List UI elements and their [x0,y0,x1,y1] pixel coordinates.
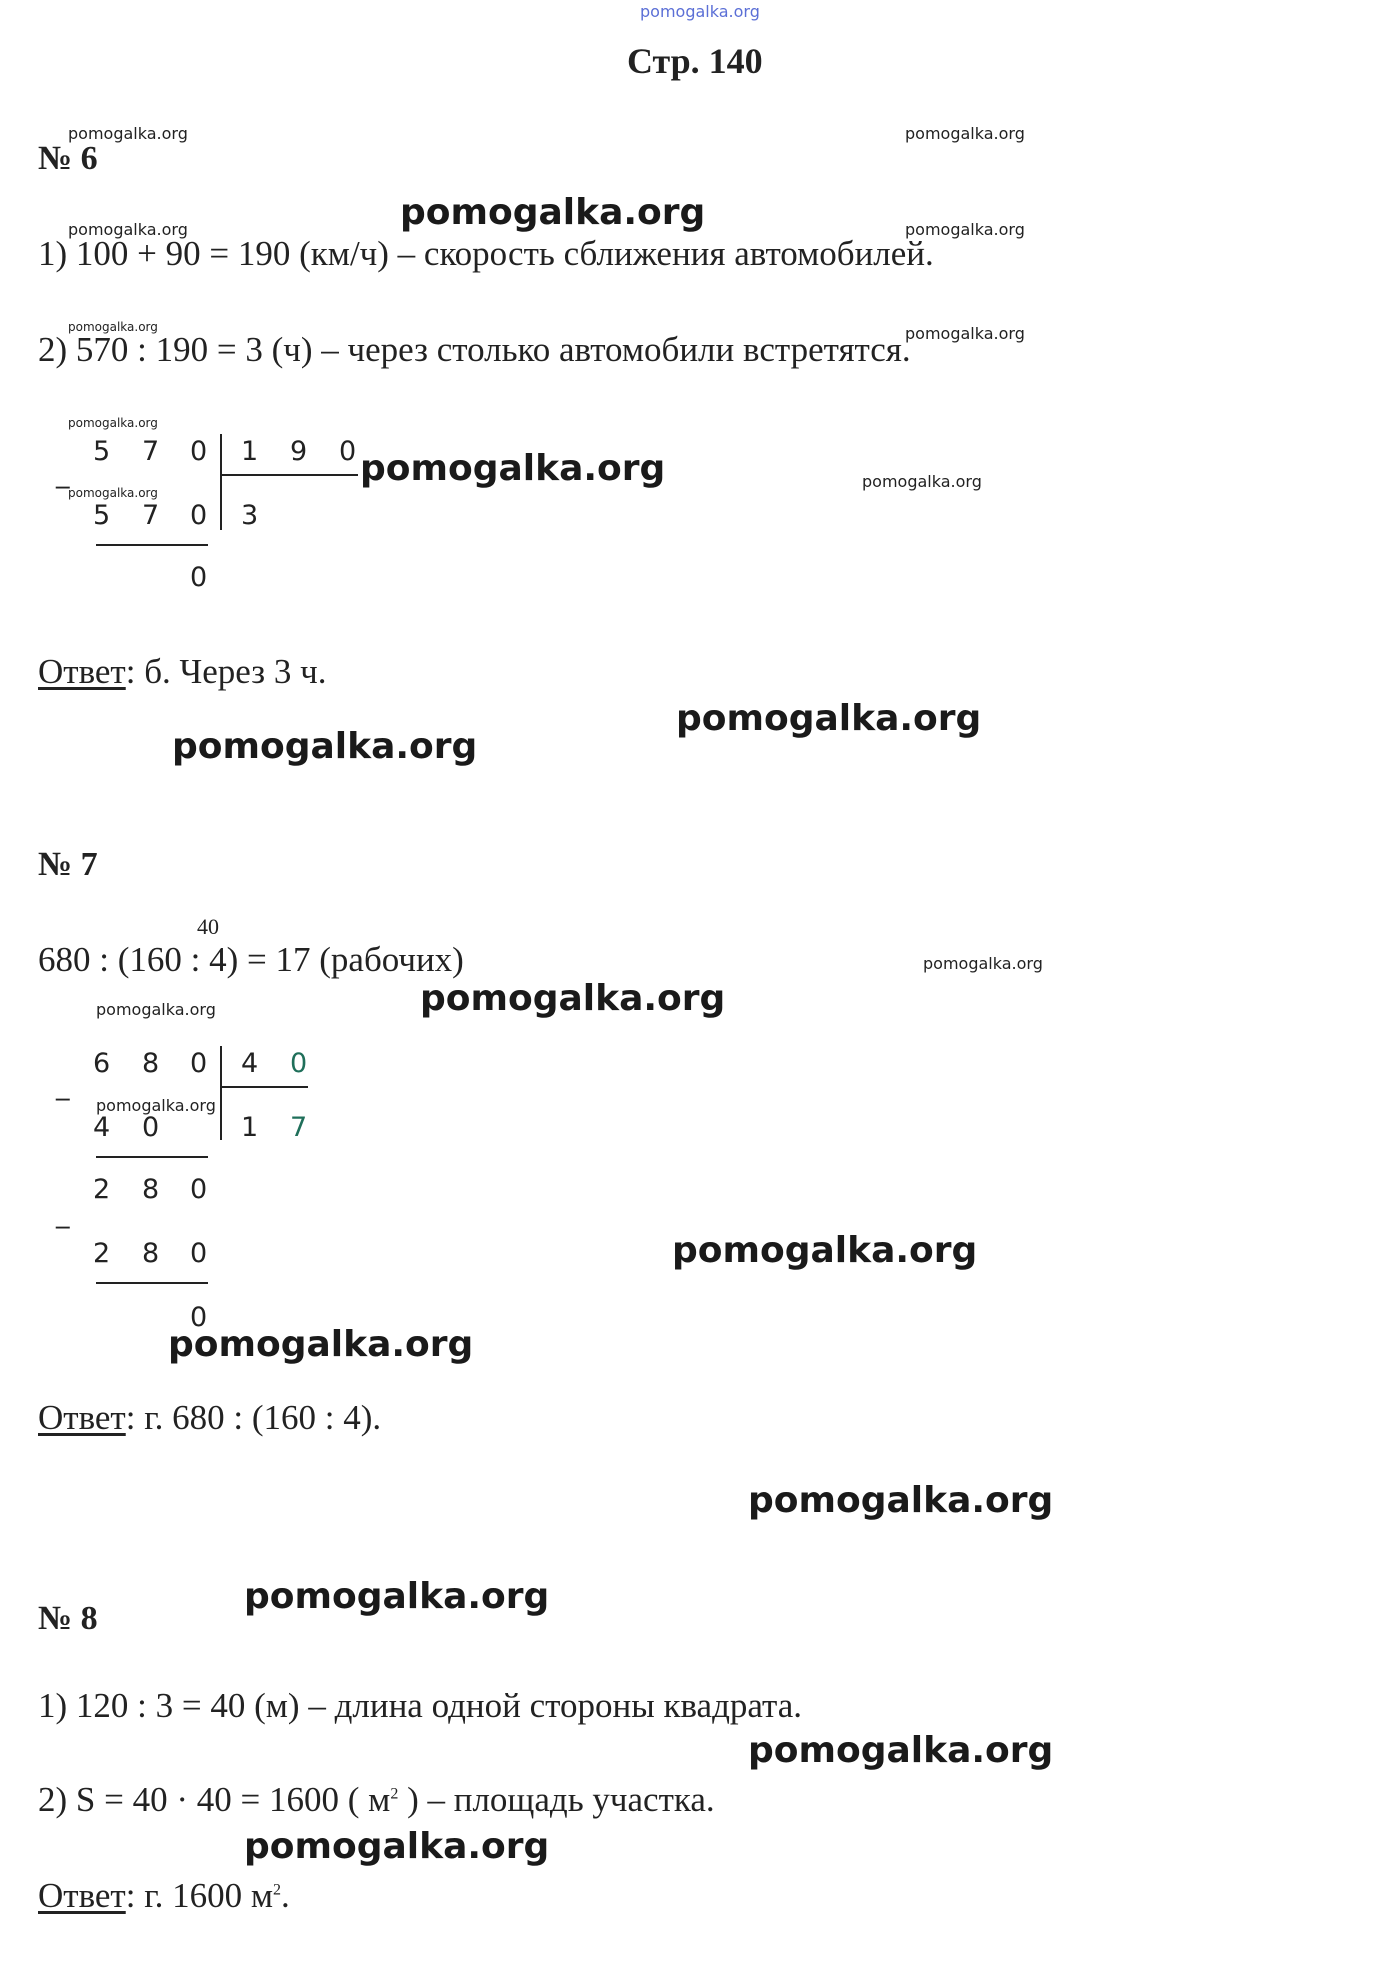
task-8-heading: № 8 [38,1600,98,1637]
division-digit: 8 [142,1174,160,1205]
watermark-small: pomogalka.org [68,416,158,430]
watermark-big: pomogalka.org [672,1230,978,1271]
watermark-big: pomogalka.org [400,192,706,233]
watermark-big: pomogalka.org [168,1324,474,1365]
watermark-small: pomogalka.org [96,1096,216,1115]
task-7-expression: 680 : (160 : 4) = 17 (рабочих) [38,940,464,979]
division-digit: 0 [190,500,208,531]
division-digit: 9 [290,436,308,467]
division-digit: 8 [142,1048,160,1079]
division-digit: 4 [93,1112,111,1143]
watermark-small: pomogalka.org [96,1000,216,1019]
answer-label: Ответ [38,652,126,691]
task-8-answer [38,1876,290,1916]
watermark-big: pomogalka.org [360,448,666,489]
watermark-big: pomogalka.org [244,1826,550,1867]
task-8-step-2 [38,1780,715,1820]
task-6-step-1: 1) 100 + 90 = 190 (км/ч) – скорость сближения автомобилей. [38,234,934,273]
top-watermark: pomogalka.org [640,2,760,21]
division-digit: 0 [190,1174,208,1205]
minus-sign: _ [56,1198,70,1229]
division-digit: 6 [93,1048,111,1079]
subtraction-line [96,1156,208,1158]
division-digit: 3 [241,500,259,531]
step-text: 2) S = 40 · 40 = 1600 ( м [38,1780,391,1819]
divisor-underline [220,474,358,476]
watermark-small: pomogalka.org [923,954,1043,973]
watermark-small: pomogalka.org [905,220,1025,239]
watermark-small: pomogalka.org [905,124,1025,143]
division-digit: 2 [93,1238,111,1269]
superscript: 2 [390,1785,399,1803]
division-digit: 7 [142,500,160,531]
superscript: 2 [273,1881,282,1899]
division-digit: 0 [190,1302,208,1333]
note-above: 40 [197,914,219,939]
division-bar [220,1046,222,1140]
watermark-small: pomogalka.org [68,220,188,239]
watermark-big: pomogalka.org [676,698,982,739]
answer-text: : г. 680 : (160 : 4). [125,1398,382,1437]
task-6-step-2: 2) 570 : 190 = 3 (ч) – через столько автомобили встретятся. [38,330,911,369]
task-6-answer [38,652,326,692]
minus-sign: _ [56,458,70,489]
task-7-heading: № 7 [38,846,98,883]
division-digit: 0 [339,436,357,467]
answer-text: : г. 1600 м [125,1876,274,1915]
watermark-big: pomogalka.org [748,1480,1054,1521]
subtraction-line [96,544,208,546]
division-digit: 4 [241,1048,259,1079]
division-digit: 5 [93,436,111,467]
task-7-answer [38,1398,381,1438]
watermark-big: pomogalka.org [172,726,478,767]
division-digit: 2 [93,1174,111,1205]
watermark-big: pomogalka.org [420,978,726,1019]
watermark-small: pomogalka.org [68,320,158,334]
division-digit: 7 [142,436,160,467]
watermark-small: pomogalka.org [68,486,158,500]
answer-text: : б. Через 3 ч. [125,652,327,691]
task-6-heading: № 6 [38,140,98,177]
division-digit: 1 [241,436,259,467]
watermark-small: pomogalka.org [68,124,188,143]
page-title: Стр. 140 [627,41,763,81]
task-8-step-1: 1) 120 : 3 = 40 (м) – длина одной стороны квадрата. [38,1686,803,1725]
division-digit: 0 [190,1238,208,1269]
divisor-underline [220,1086,308,1088]
division-digit: 0 [190,562,208,593]
minus-sign: _ [56,1070,70,1101]
division-bar [220,434,222,530]
division-digit: 8 [142,1238,160,1269]
division-digit: 0 [190,436,208,467]
watermark-small: pomogalka.org [862,472,982,491]
division-digit: 0 [290,1048,308,1079]
division-digit: 0 [190,1048,208,1079]
watermark-small: pomogalka.org [905,324,1025,343]
watermark-big: pomogalka.org [244,1576,550,1617]
subtraction-line [96,1282,208,1284]
answer-label: Ответ [38,1876,126,1915]
division-digit: 7 [290,1112,308,1143]
answer-text: . [281,1876,290,1915]
step-text: ) – площадь участка. [398,1780,715,1819]
division-digit: 5 [93,500,111,531]
division-digit: 1 [241,1112,259,1143]
answer-label: Ответ [38,1398,126,1437]
division-digit: 0 [142,1112,160,1143]
watermark-big: pomogalka.org [748,1730,1054,1771]
